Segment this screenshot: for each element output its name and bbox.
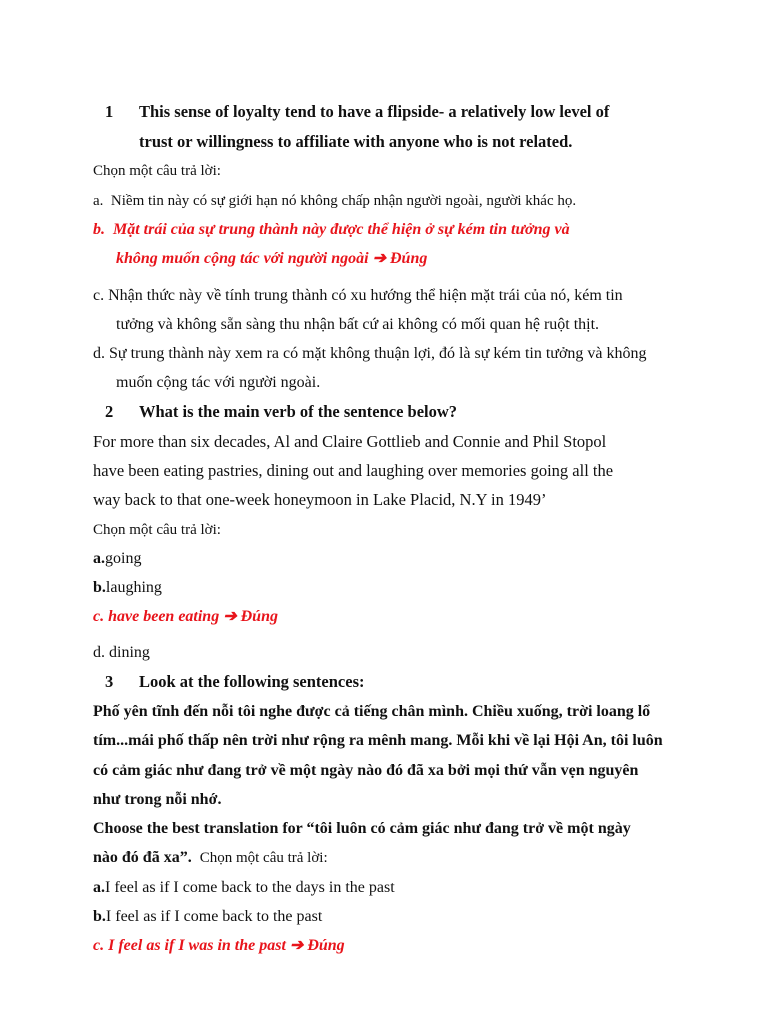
arrow-icon: ➔ xyxy=(223,608,237,625)
correct-mark: Đúng xyxy=(307,937,345,954)
option-b-line-2: không muốn cộng tác với người ngoài ➔ Đúng xyxy=(116,250,428,267)
option-a: a.going xyxy=(93,550,142,567)
option-d: d. Sự trung thành này xem ra có mặt không thuận lợi, đó là sự kém tin tưởng và không xyxy=(93,345,647,362)
choose-line-2: nào đó đã xa”. Chọn một câu trả lời: xyxy=(93,849,328,866)
sentence-line-1: For more than six decades, Al and Claire Gottlieb and Connie and Phil Stopol xyxy=(93,432,607,451)
question-2: 2 What is the main verb of the sentence below? xyxy=(105,402,458,421)
passage-line-1: Phố yên tĩnh đến nỗi tôi nghe được cả tiếng chân mình. Chiều xuống, trời loang lổ xyxy=(93,703,651,720)
question-1-line-1: 1 This sense of loyalty tend to have a flipside- a relatively low level of xyxy=(105,102,610,121)
answer-prompt: Chọn một câu trả lời: xyxy=(93,163,221,179)
option-c: c. Nhận thức này về tính trung thành có xu hướng thể hiện mặt trái của nó, kém tin xyxy=(93,287,623,304)
option-b: b.I feel as if I come back to the past xyxy=(93,908,323,925)
option-b-correct: b. Mặt trái của sự trung thành này được thể hiện ở sự kém tin tưởng và xyxy=(93,221,570,238)
arrow-icon: ➔ xyxy=(372,250,386,267)
sentence-line-3: way back to that one-week honeymoon in Lake Placid, N.Y in 1949’ xyxy=(93,490,547,509)
option-b: b.laughing xyxy=(93,579,162,596)
arrow-icon: ➔ xyxy=(289,937,304,954)
question-number: 1 xyxy=(105,102,114,121)
correct-mark: Đúng xyxy=(240,608,278,625)
correct-mark: Đúng xyxy=(389,250,428,267)
passage-line-2: tím...mái phố thấp nên trời như rộng ra mênh mang. Mỗi khi về lại Hội An, tôi luôn xyxy=(93,732,663,749)
option-c-line-2: tưởng và không sẵn sàng thu nhận bất cứ ai không có mối quan hệ ruột thịt. xyxy=(116,316,600,333)
question-number: 3 xyxy=(105,672,114,691)
passage-line-4: như trong nỗi nhớ. xyxy=(93,791,222,808)
question-1-line-2: trust or willingness to affiliate with anyone who is not related. xyxy=(139,132,573,151)
sentence-line-2: have been eating pastries, dining out and laughing over memories going all the xyxy=(93,461,614,480)
option-a: a. Niềm tin này có sự giới hạn nó không chấp nhận người ngoài, người khác họ. xyxy=(93,193,577,209)
question-3: 3 Look at the following sentences: xyxy=(105,672,365,691)
question-number: 2 xyxy=(105,402,114,421)
option-d: d. dining xyxy=(93,644,150,661)
option-c-correct: c. I feel as if I was in the past ➔ Đúng xyxy=(93,937,345,954)
option-a: a.I feel as if I come back to the days in the past xyxy=(93,879,395,896)
passage-line-3: có cảm giác như đang trở về một ngày nào đó đã xa bởi mọi thứ vẫn vẹn nguyên xyxy=(93,762,639,779)
answer-prompt: Chọn một câu trả lời: xyxy=(93,522,221,538)
option-c-correct: c. have been eating ➔ Đúng xyxy=(93,608,278,625)
option-d-line-2: muốn cộng tác với người ngoài. xyxy=(116,374,321,391)
choose-line-1: Choose the best translation for “tôi luôn có cảm giác như đang trở về một ngày xyxy=(93,820,631,837)
